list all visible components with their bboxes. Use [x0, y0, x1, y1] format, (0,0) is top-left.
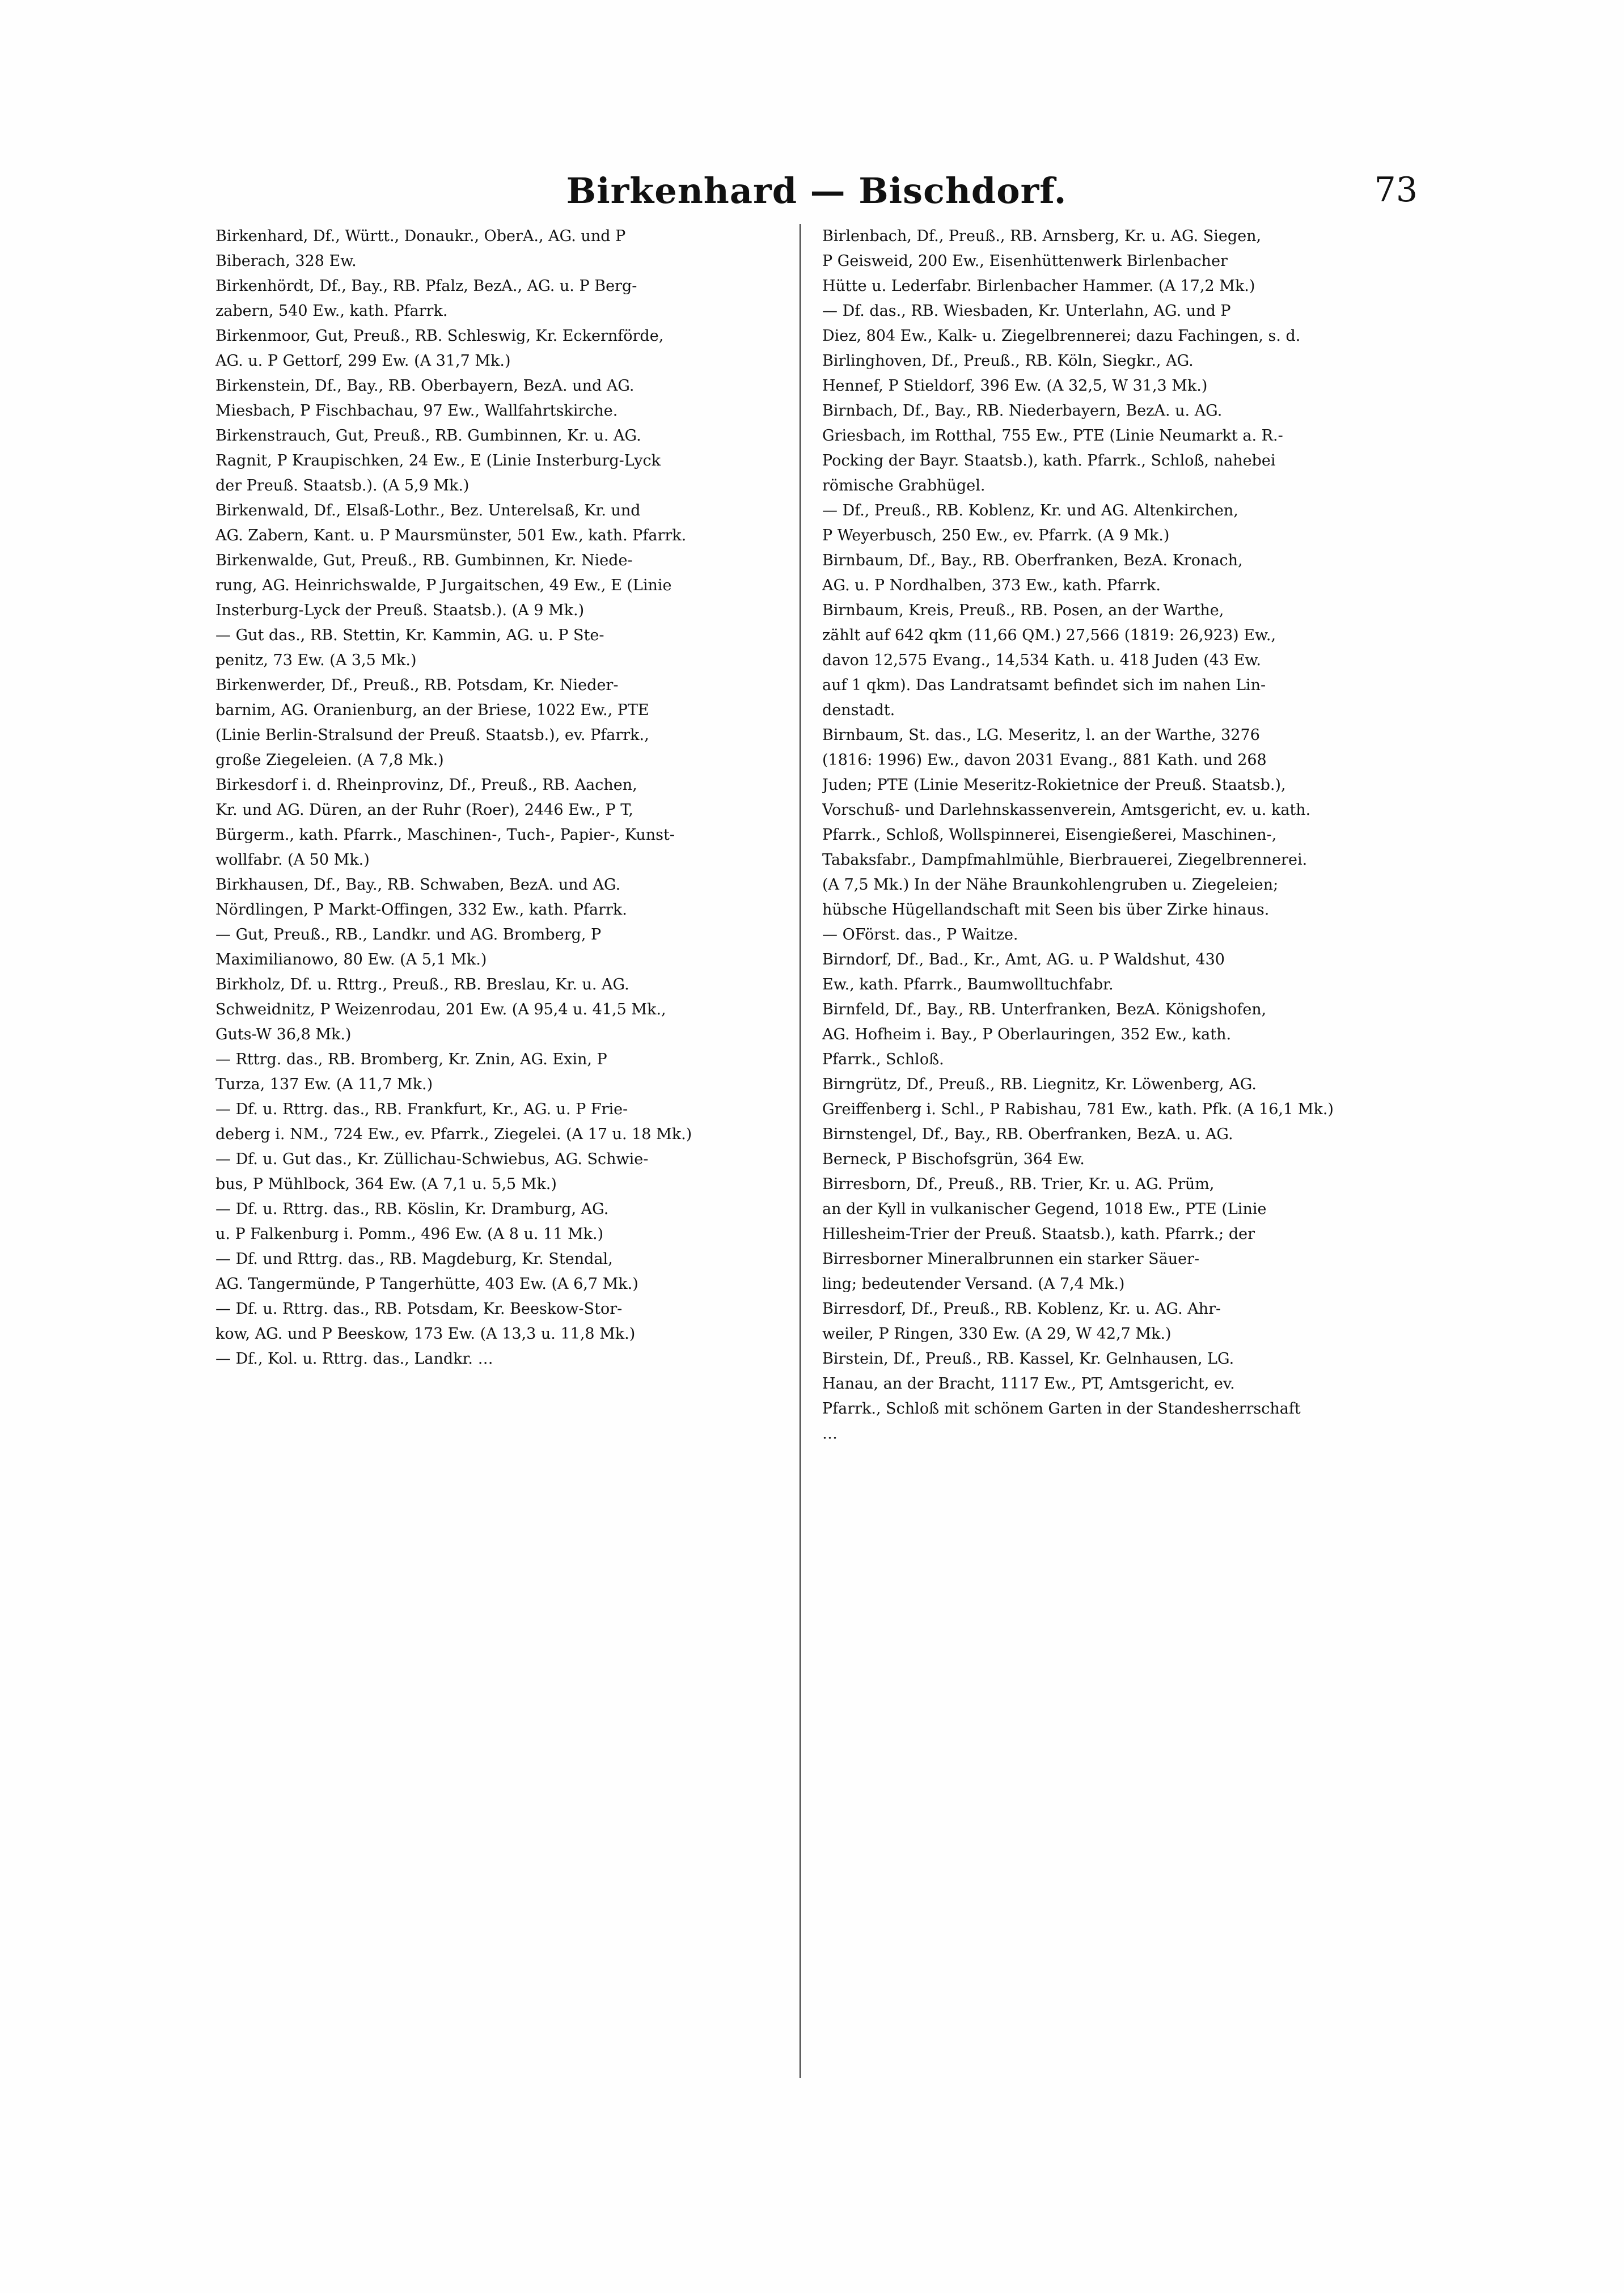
- entry-line: Birresborn, Df., Preuß., RB. Trier, Kr. u. AG. Prüm,: [822, 1175, 1215, 1193]
- entry-line: — Rttrg. das., RB. Bromberg, Kr. Znin, AG. Exin, P: [215, 1051, 607, 1068]
- entry-line: [215, 1920, 771, 1945]
- entry-line: Birstein, Df., Preuß., RB. Kassel, Kr. Gelnhausen, LG.: [822, 1350, 1234, 1368]
- entry-line: P Weyerbusch, 250 Ew., ev. Pfarrk. (A 9 Mk.): [822, 527, 1170, 544]
- entry-line: [822, 1721, 1378, 1746]
- entry-line: — OFörst. das., P Waitze.: [822, 926, 1018, 944]
- entry-line: — Df. u. Rttrg. das., RB. Köslin, Kr. Dramburg, AG.: [215, 1200, 609, 1218]
- entry-line: Birkhausen, Df., Bay., RB. Schwaben, BezA. und AG.: [215, 876, 621, 894]
- entry-line: [822, 1596, 1378, 1621]
- entry-line: — Gut das., RB. Stettin, Kr. Kammin, AG. u. P Ste-: [215, 627, 604, 644]
- entry-line: [215, 1372, 771, 1397]
- entry-line: hübsche Hügellandschaft mit Seen bis über Zirke hinaus.: [822, 901, 1270, 919]
- entry-line: Maximilianowo, 80 Ew. (A 5,1 Mk.): [215, 951, 487, 968]
- entry-line: [822, 1920, 1378, 1945]
- entry-line: weiler, P Ringen, 330 Ew. (A 29, W 42,7 Mk.): [822, 1325, 1172, 1343]
- entry-line: Birlenbach, Df., Preuß., RB. Arnsberg, Kr. u. AG. Siegen,: [822, 227, 1262, 245]
- entry-line: Birkenhördt, Df., Bay., RB. Pfalz, BezA., AG. u. P Berg-: [215, 277, 637, 295]
- entry-line: P Geisweid, 200 Ew., Eisenhüttenwerk Birlenbacher: [822, 252, 1228, 270]
- entry-line: barnim, AG. Oranienburg, an der Briese, 1022 Ew., PTE: [215, 701, 649, 719]
- entry-line: [215, 1721, 771, 1746]
- entry-line: bus, P Mühlbock, 364 Ew. (A 7,1 u. 5,5 Mk.): [215, 1175, 557, 1193]
- entry-line: [822, 1696, 1378, 1721]
- entry-line: [215, 1397, 771, 1422]
- entry-line: [822, 1471, 1378, 1496]
- entry-line: zählt auf 642 qkm (11,66 QM.) 27,566 (1819: 26,923) Ew.,: [822, 627, 1276, 644]
- entry-line: (Linie Berlin-Stralsund der Preuß. Staatsb.), ev. Pfarrk.,: [215, 726, 649, 744]
- entry-line: Pfarrk., Schloß mit schönem Garten in der Standesherrschaft: [822, 1400, 1301, 1418]
- entry-line: Tabaksfabr., Dampfmahlmühle, Bierbrauerei, Ziegelbrennerei.: [822, 851, 1308, 869]
- entry-line: [822, 1970, 1378, 1995]
- entry-line: Diez, 804 Ew., Kalk- u. Ziegelbrennerei; dazu Fachingen, s. d.: [822, 327, 1301, 345]
- entry-line: AG. Tangermünde, P Tangerhütte, 403 Ew. (A 6,7 Mk.): [215, 1275, 638, 1293]
- entry-line: [215, 1546, 771, 1571]
- entry-line: [215, 2045, 771, 2070]
- entry-line: Schweidnitz, P Weizenrodau, 201 Ew. (A 95,4 u. 41,5 Mk.,: [215, 1001, 666, 1018]
- entry-line: [215, 1596, 771, 1621]
- entry-line: Hillesheim-Trier der Preuß. Staatsb.), kath. Pfarrk.; der: [822, 1225, 1255, 1243]
- entry-line: zabern, 540 Ew., kath. Pfarrk.: [215, 302, 448, 320]
- entry-line: Ew., kath. Pfarrk., Baumwolltuchfabr.: [822, 976, 1114, 993]
- entry-line: Insterburg-Lyck der Preuß. Staatsb.). (A 9 Mk.): [215, 602, 585, 619]
- entry-line: — Df. und Rttrg. das., RB. Magdeburg, Kr. Stendal,: [215, 1250, 613, 1268]
- entry-line: [822, 1546, 1378, 1571]
- entry-line: Birkenstrauch, Gut, Preuß., RB. Gumbinnen, Kr. u. AG.: [215, 427, 641, 445]
- entry-line: Birkholz, Df. u. Rttrg., Preuß., RB. Breslau, Kr. u. AG.: [215, 976, 629, 993]
- entry-line: [822, 1571, 1378, 1596]
- entry-line: Birngrütz, Df., Preuß., RB. Liegnitz, Kr. Löwenberg, AG.: [822, 1076, 1257, 1093]
- entry-line: Ragnit, P Kraupischken, 24 Ew., E (Linie Insterburg-Lyck: [215, 452, 661, 469]
- entry-line: [215, 1746, 771, 1771]
- entry-line: [822, 1796, 1378, 1821]
- running-head: [215, 170, 1418, 215]
- entry-line: Greiffenberg i. Schl., P Rabishau, 781 Ew., kath. Pfk. (A 16,1 Mk.): [822, 1101, 1334, 1118]
- entry-line: Birkenmoor, Gut, Preuß., RB. Schleswig, Kr. Eckernförde,: [215, 327, 664, 345]
- entry-line: Berneck, P Bischofsgrün, 364 Ew.: [822, 1150, 1085, 1168]
- entry-line: Vorschuß- und Darlehnskassenverein, Amtsgericht, ev. u. kath.: [822, 801, 1311, 819]
- entry-line: [215, 1945, 771, 1970]
- entry-line: Turza, 137 Ew. (A 11,7 Mk.): [215, 1076, 433, 1093]
- entry-line: …: [822, 1425, 838, 1442]
- entry-line: [822, 1995, 1378, 2020]
- entry-line: [215, 1846, 771, 1871]
- entry-line: Miesbach, P Fischbachau, 97 Ew., Wallfahrtskirche.: [215, 402, 618, 420]
- entry-line: [822, 1671, 1378, 1696]
- entry-line: Juden; PTE (Linie Meseritz-Rokietnice der Preuß. Staatsb.),: [822, 776, 1286, 794]
- entry-line: [822, 1496, 1378, 1521]
- page-title: Birkenhard — Bischdorf.: [566, 170, 1067, 211]
- entry-line: AG. Hofheim i. Bay., P Oberlauringen, 352 Ew., kath.: [822, 1026, 1232, 1043]
- entry-line: Kr. und AG. Düren, an der Ruhr (Roer), 2446 Ew., P T,: [215, 801, 633, 819]
- entry-line: der Preuß. Staatsb.). (A 5,9 Mk.): [215, 477, 470, 494]
- entry-line: Birresdorf, Df., Preuß., RB. Koblenz, Kr. u. AG. Ahr-: [822, 1300, 1221, 1318]
- entry-line: [822, 1871, 1378, 1896]
- entry-line: Pfarrk., Schloß.: [822, 1051, 944, 1068]
- entry-line: römische Grabhügel.: [822, 477, 986, 494]
- entry-line: Birlinghoven, Df., Preuß., RB. Köln, Siegkr., AG.: [822, 352, 1194, 370]
- entry-line: [822, 1446, 1378, 1471]
- entry-line: Birndorf, Df., Bad., Kr., Amt, AG. u. P Waldshut, 430: [822, 951, 1225, 968]
- entry-line: [215, 1970, 771, 1995]
- entry-line: Guts-W 36,8 Mk.): [215, 1026, 352, 1043]
- entry-line: große Ziegeleien. (A 7,8 Mk.): [215, 751, 444, 769]
- entry-line: [822, 1821, 1378, 1846]
- entry-line: Birkenhard, Df., Württ., Donaukr., OberA., AG. und P: [215, 227, 626, 245]
- entry-line: [822, 1846, 1378, 1871]
- entry-line: [215, 1496, 771, 1521]
- entry-line: Birnstengel, Df., Bay., RB. Oberfranken, BezA. u. AG.: [822, 1126, 1233, 1143]
- right-column: [822, 224, 1378, 2078]
- entry-line: [215, 1621, 771, 1646]
- entry-line: — Df. u. Gut das., Kr. Züllichau-Schwiebus, AG. Schwie-: [215, 1150, 649, 1168]
- entry-line: Griesbach, im Rotthal, 755 Ew., PTE (Linie Neumarkt a. R.-: [822, 427, 1283, 445]
- entry-line: AG. u. P Nordhalben, 373 Ew., kath. Pfarrk.: [822, 577, 1161, 594]
- entry-line: [822, 1521, 1378, 1546]
- entry-line: auf 1 qkm). Das Landratsamt befindet sich im nahen Lin-: [822, 676, 1266, 694]
- entry-line: [215, 1871, 771, 1896]
- entry-line: [822, 1945, 1378, 1970]
- entry-line: Birnbaum, Kreis, Preuß., RB. Posen, an der Warthe,: [822, 602, 1224, 619]
- entry-line: [215, 1896, 771, 1920]
- entry-line: Pfarrk., Schloß, Wollspinnerei, Eisengießerei, Maschinen-,: [822, 826, 1277, 844]
- entry-line: Bürgerm., kath. Pfarrk., Maschinen-, Tuch-, Papier-, Kunst-: [215, 826, 675, 844]
- entry-line: Hennef, P Stieldorf, 396 Ew. (A 32,5, W 31,3 Mk.): [822, 377, 1208, 395]
- entry-line: [215, 1646, 771, 1671]
- entry-line: Pocking der Bayr. Staatsb.), kath. Pfarrk., Schloß, nahebei: [822, 452, 1276, 469]
- entry-line: [822, 2045, 1378, 2070]
- entry-line: u. P Falkenburg i. Pomm., 496 Ew. (A 8 u. 11 Mk.): [215, 1225, 604, 1243]
- entry-line: Birkenwalde, Gut, Preuß., RB. Gumbinnen, Kr. Niede-: [215, 552, 633, 569]
- entry-line: [822, 2070, 1378, 2078]
- entry-line: — Df. das., RB. Wiesbaden, Kr. Unterlahn, AG. und P: [822, 302, 1231, 320]
- entry-line: Birkesdorf i. d. Rheinprovinz, Df., Preuß., RB. Aachen,: [215, 776, 637, 794]
- entry-line: Hanau, an der Bracht, 1117 Ew., PT, Amtsgericht, ev.: [822, 1375, 1235, 1393]
- entry-line: — Df. u. Rttrg. das., RB. Potsdam, Kr. Beeskow-Stor-: [215, 1300, 623, 1318]
- entry-line: [215, 2070, 771, 2078]
- entry-line: AG. Zabern, Kant. u. P Maursmünster, 501 Ew., kath. Pfarrk.: [215, 527, 687, 544]
- entry-line: — Gut, Preuß., RB., Landkr. und AG. Bromberg, P: [215, 926, 602, 944]
- entry-line: davon 12,575 Evang., 14,534 Kath. u. 418 Juden (43 Ew.: [822, 651, 1261, 669]
- entry-line: [215, 1422, 771, 1446]
- entry-line: Birnbaum, St. das., LG. Meseritz, l. an der Warthe, 3276: [822, 726, 1260, 744]
- entry-line: [822, 1896, 1378, 1920]
- entry-line: [215, 1471, 771, 1496]
- entry-line: [822, 1646, 1378, 1671]
- entry-line: ling; bedeutender Versand. (A 7,4 Mk.): [822, 1275, 1125, 1293]
- entry-line: Biberach, 328 Ew.: [215, 252, 357, 270]
- entry-line: Birnfeld, Df., Bay., RB. Unterfranken, BezA. Königshofen,: [822, 1001, 1267, 1018]
- entry-line: an der Kyll in vulkanischer Gegend, 1018 Ew., PTE (Linie: [822, 1200, 1267, 1218]
- column-divider: [800, 224, 801, 2078]
- entry-line: kow, AG. und P Beeskow, 173 Ew. (A 13,3 u. 11,8 Mk.): [215, 1325, 636, 1343]
- entry-line: [215, 1521, 771, 1546]
- entry-line: [822, 1771, 1378, 1796]
- entry-line: AG. u. P Gettorf, 299 Ew. (A 31,7 Mk.): [215, 352, 511, 370]
- entry-line: deberg i. NM., 724 Ew., ev. Pfarrk., Ziegelei. (A 17 u. 18 Mk.): [215, 1126, 692, 1143]
- entry-line: Birnbaum, Df., Bay., RB. Oberfranken, BezA. Kronach,: [822, 552, 1243, 569]
- entry-line: [215, 2020, 771, 2045]
- entry-line: Birkenwerder, Df., Preuß., RB. Potsdam, Kr. Nieder-: [215, 676, 619, 694]
- entry-line: [215, 1671, 771, 1696]
- entry-line: denstadt.: [822, 701, 895, 719]
- entry-line: [822, 2020, 1378, 2045]
- entry-line: Birkenwald, Df., Elsaß-Lothr., Bez. Unterelsaß, Kr. und: [215, 502, 641, 519]
- entry-line: penitz, 73 Ew. (A 3,5 Mk.): [215, 651, 417, 669]
- entry-line: Birkenstein, Df., Bay., RB. Oberbayern, BezA. und AG.: [215, 377, 635, 395]
- left-column: [215, 224, 771, 2078]
- entry-line: [215, 1446, 771, 1471]
- entry-line: — Df., Kol. u. Rttrg. das., Landkr. …: [215, 1350, 493, 1368]
- page-number: 73: [1374, 170, 1418, 210]
- entry-line: [215, 1571, 771, 1596]
- entry-line: [215, 1995, 771, 2020]
- entry-line: (1816: 1996) Ew., davon 2031 Evang., 881 Kath. und 268: [822, 751, 1267, 769]
- entry-line: [822, 1621, 1378, 1646]
- entry-line: Nördlingen, P Markt-Offingen, 332 Ew., kath. Pfarrk.: [215, 901, 627, 919]
- entry-line: [215, 1771, 771, 1796]
- entry-line: [215, 1796, 771, 1821]
- entry-line: Birnbach, Df., Bay., RB. Niederbayern, BezA. u. AG.: [822, 402, 1223, 420]
- entry-line: Hütte u. Lederfabr. Birlenbacher Hammer. (A 17,2 Mk.): [822, 277, 1255, 295]
- entry-line: Birresborner Mineralbrunnen ein starker Säuer-: [822, 1250, 1200, 1268]
- entry-line: rung, AG. Heinrichswalde, P Jurgaitschen, 49 Ew., E (Linie: [215, 577, 672, 594]
- entry-line: — Df. u. Rttrg. das., RB. Frankfurt, Kr., AG. u. P Frie-: [215, 1101, 628, 1118]
- entry-line: [822, 1746, 1378, 1771]
- entry-line: — Df., Preuß., RB. Koblenz, Kr. und AG. Altenkirchen,: [822, 502, 1238, 519]
- entry-line: (A 7,5 Mk.) In der Nähe Braunkohlengruben u. Ziegeleien;: [822, 876, 1279, 894]
- entry-line: wollfabr. (A 50 Mk.): [215, 851, 370, 869]
- entry-line: [215, 1821, 771, 1846]
- entry-line: [215, 1696, 771, 1721]
